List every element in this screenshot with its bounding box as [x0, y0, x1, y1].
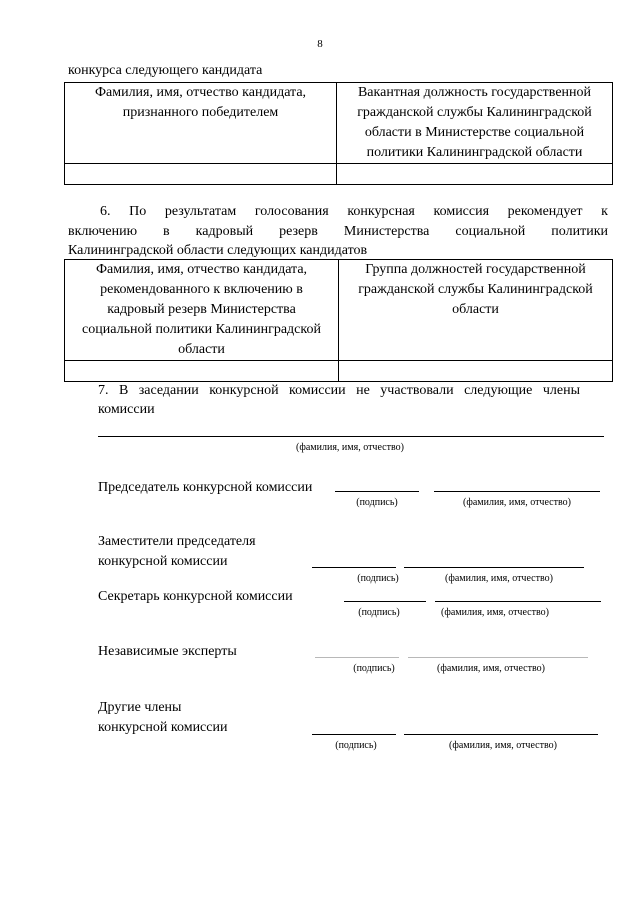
page-number: 8: [317, 38, 323, 50]
absent-members-line[interactable]: [98, 436, 604, 437]
reserve-empty-cell[interactable]: [65, 361, 339, 382]
secretary-name-line[interactable]: [435, 601, 601, 602]
secretary-name-caption: (фамилия, имя, отчество): [441, 607, 549, 618]
chairman-name-caption: (фамилия, имя, отчество): [463, 497, 571, 508]
deputies-name-line[interactable]: [404, 567, 584, 568]
deputies-label-line2: конкурсной комиссии: [98, 554, 228, 569]
others-name-line[interactable]: [404, 734, 598, 735]
reserve-col-group-header: Группа должностей государственной гражданской службы Калининградской области: [339, 260, 613, 361]
winner-table: [64, 82, 613, 185]
absent-members-caption: (фамилия, имя, отчество): [296, 442, 404, 453]
others-name-caption: (фамилия, имя, отчество): [449, 740, 557, 751]
reserve-col-name-header: Фамилия, имя, отчество кандидата, рекомендованного к включению в кадровый резерв Министерства социальной политики Калининградской области: [65, 260, 339, 361]
intro-line: конкурса следующего кандидата: [68, 63, 263, 78]
reserve-empty-cell[interactable]: [339, 361, 613, 382]
section7-line2: комиссии: [98, 402, 155, 417]
winner-col-name-header: Фамилия, имя, отчество кандидата, признанного победителем: [65, 83, 337, 164]
deputies-label-line1: Заместители председателя: [98, 534, 256, 549]
experts-name-caption: (фамилия, имя, отчество): [437, 663, 545, 674]
winner-empty-cell[interactable]: [65, 164, 337, 185]
experts-name-line[interactable]: [408, 657, 588, 658]
experts-label: Независимые эксперты: [98, 644, 237, 659]
reserve-table-empty-row: [65, 361, 613, 382]
section7-line1: 7. В заседании конкурсной комиссии не участвовали следующие члены: [98, 383, 580, 398]
experts-signature-caption: (подпись): [353, 663, 395, 674]
section6-line1: 6. По результатам голосования конкурсная комиссия рекомендует к: [100, 204, 608, 219]
deputies-signature-caption: (подпись): [357, 573, 399, 584]
chairman-signature-line[interactable]: [335, 491, 419, 492]
others-signature-line[interactable]: [312, 734, 396, 735]
winner-col-position-header: Вакантная должность государственной гражданской службы Калининградской области в Министерстве социальной политики Калининградской области: [337, 83, 613, 164]
experts-signature-line[interactable]: [315, 657, 399, 658]
reserve-table: [64, 259, 613, 382]
deputies-name-caption: (фамилия, имя, отчество): [445, 573, 553, 584]
deputies-signature-line[interactable]: [312, 567, 396, 568]
others-signature-caption: (подпись): [335, 740, 377, 751]
winner-table-header: [65, 83, 613, 164]
secretary-label: Секретарь конкурсной комиссии: [98, 589, 293, 604]
chairman-label: Председатель конкурсной комиссии: [98, 480, 313, 495]
section6-line2: включению в кадровый резерв Министерства социальной политики: [68, 224, 608, 239]
winner-table-empty-row: [65, 164, 613, 185]
winner-empty-cell[interactable]: [337, 164, 613, 185]
chairman-name-line[interactable]: [434, 491, 600, 492]
others-label-line1: Другие члены: [98, 700, 182, 715]
chairman-signature-caption: (подпись): [356, 497, 398, 508]
secretary-signature-line[interactable]: [344, 601, 426, 602]
section6-line3: Калининградской области следующих кандидатов: [68, 243, 368, 258]
secretary-signature-caption: (подпись): [358, 607, 400, 618]
reserve-table-header: [65, 260, 613, 361]
others-label-line2: конкурсной комиссии: [98, 720, 228, 735]
